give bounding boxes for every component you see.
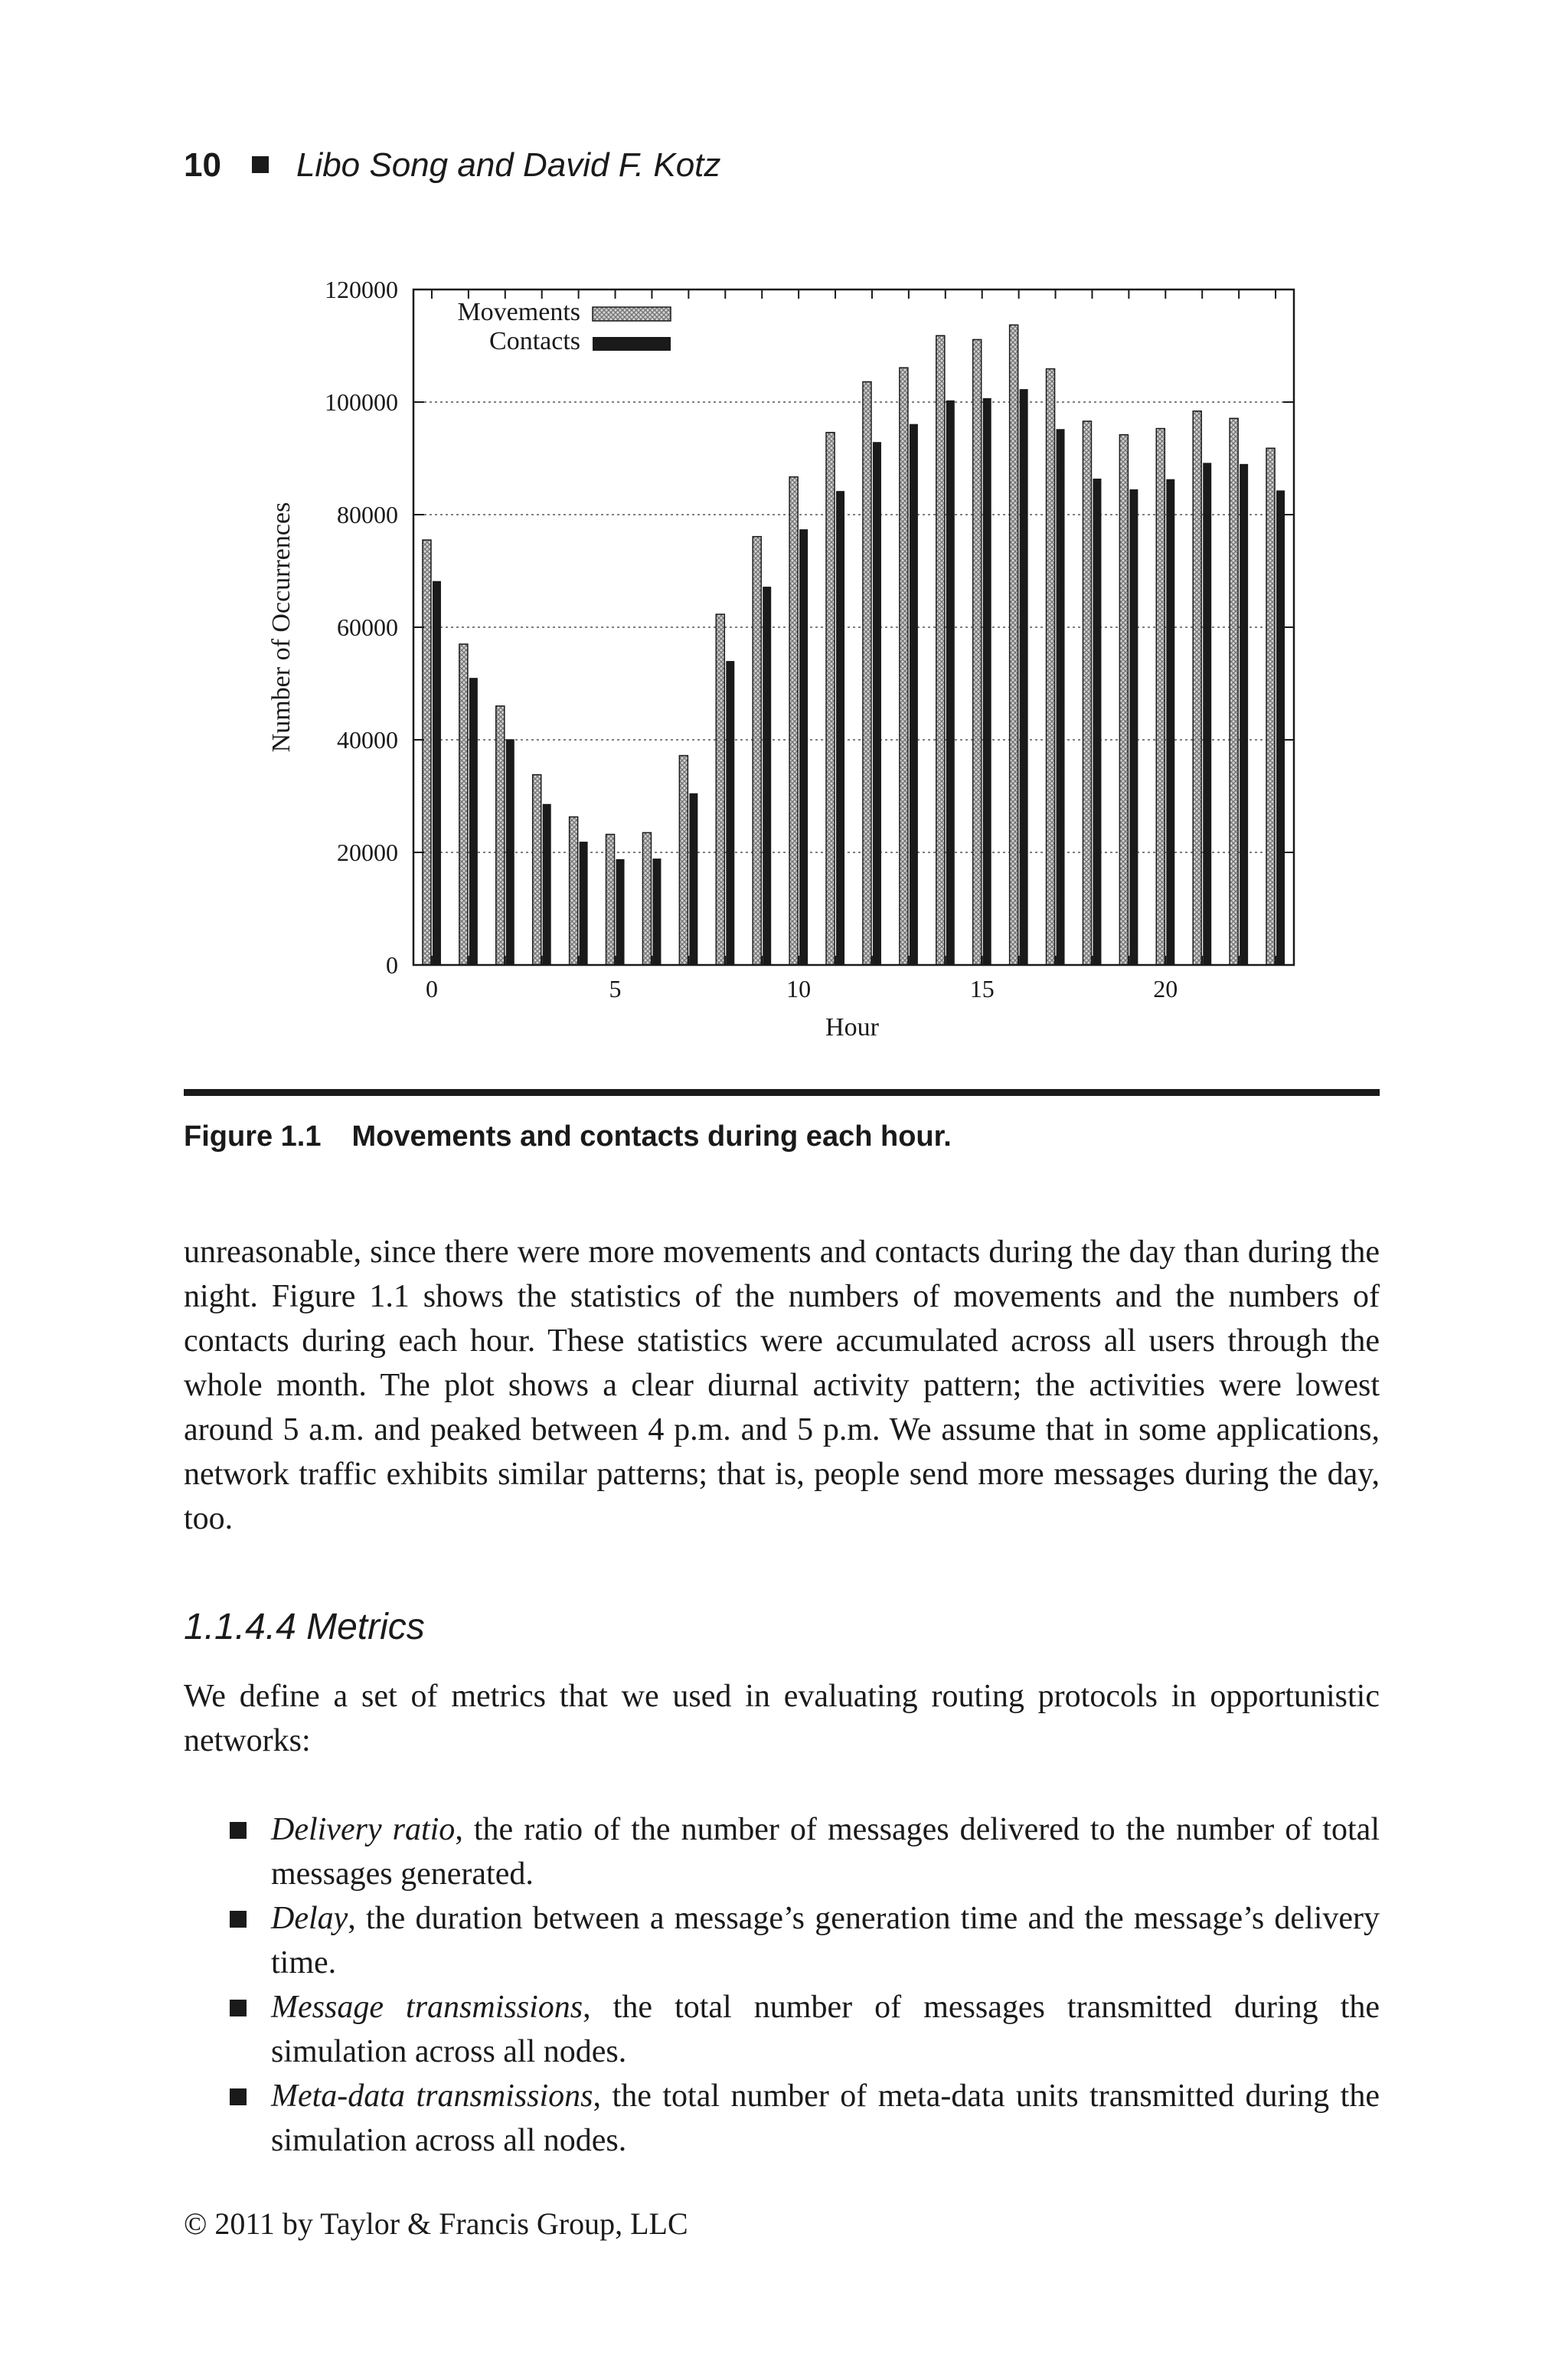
list-item bbox=[184, 1807, 1380, 1896]
metric-term: Meta-data transmissions bbox=[271, 2079, 593, 2114]
bar-contacts bbox=[1020, 389, 1028, 965]
bar-movements bbox=[789, 477, 798, 965]
bar-contacts bbox=[580, 842, 588, 965]
page-number: 10 bbox=[184, 146, 221, 184]
bar-contacts bbox=[983, 398, 991, 965]
bar-contacts bbox=[1093, 479, 1101, 965]
metric-description: , the total number of meta-data units transmitted during the simulation across all nodes. bbox=[271, 2079, 1380, 2158]
list-item bbox=[184, 1985, 1380, 2074]
bar-contacts bbox=[652, 859, 661, 965]
bullet-square-icon bbox=[230, 1911, 247, 1928]
bar-movements bbox=[1010, 325, 1018, 965]
metric-description: , the duration between a message’s generation time and the message’s delivery time. bbox=[271, 1901, 1380, 1980]
x-tick-label: 5 bbox=[609, 975, 622, 1002]
x-axis-label: Hour bbox=[825, 1013, 879, 1042]
x-tick-label: 0 bbox=[425, 975, 438, 1002]
bullet-square-icon bbox=[230, 1822, 247, 1839]
bar-contacts bbox=[1166, 479, 1174, 965]
x-tick-label: 15 bbox=[969, 975, 995, 1002]
bar-contacts bbox=[873, 442, 881, 965]
figure-rule bbox=[184, 1089, 1380, 1096]
legend bbox=[457, 298, 671, 355]
y-tick-label: 80000 bbox=[337, 501, 398, 528]
bar-movements bbox=[1119, 435, 1128, 965]
bar-contacts bbox=[726, 661, 734, 965]
y-tick-label: 120000 bbox=[325, 276, 398, 303]
bullet-square-icon bbox=[230, 2088, 247, 2105]
bar-contacts bbox=[836, 491, 844, 965]
list-item bbox=[184, 2074, 1380, 2163]
y-tick-label: 60000 bbox=[337, 613, 398, 641]
bar-movements bbox=[533, 775, 541, 965]
bar-movements bbox=[1083, 421, 1091, 965]
y-tick-label: 0 bbox=[386, 951, 398, 979]
bar-movements bbox=[716, 614, 724, 965]
bar-contacts bbox=[469, 678, 478, 965]
bar-movements bbox=[423, 540, 431, 965]
bar-contacts bbox=[433, 581, 441, 965]
bar-movements bbox=[863, 382, 871, 965]
bar-contacts bbox=[946, 401, 955, 965]
bar-contacts bbox=[616, 859, 625, 965]
bar-movements bbox=[900, 368, 908, 965]
list-item bbox=[184, 1896, 1380, 1985]
bar-contacts bbox=[1129, 489, 1138, 965]
y-tick-label: 20000 bbox=[337, 839, 398, 866]
bar-movements bbox=[459, 644, 468, 965]
bar-contacts bbox=[689, 793, 697, 965]
bar-movements bbox=[1230, 418, 1238, 965]
bar-movements bbox=[936, 335, 945, 965]
bar-movements bbox=[1193, 411, 1201, 965]
figure-caption-text: Movements and contacts during each hour. bbox=[351, 1120, 952, 1153]
bar-contacts bbox=[799, 529, 808, 965]
bar-movements bbox=[1047, 369, 1055, 965]
bar-movements bbox=[753, 537, 761, 965]
figure-caption bbox=[184, 1115, 952, 1158]
copyright-notice: © 2011 by Taylor & Francis Group, LLC bbox=[184, 2206, 688, 2241]
metric-term: Delivery ratio bbox=[271, 1812, 456, 1847]
section-heading-metrics: 1.1.4.4 Metrics bbox=[184, 1607, 425, 1647]
bar-contacts bbox=[1203, 463, 1211, 965]
metrics-list bbox=[184, 1807, 1380, 2163]
bullet-square-icon bbox=[230, 2000, 247, 2016]
y-tick-label: 100000 bbox=[325, 388, 398, 416]
bar-movements bbox=[1266, 448, 1275, 965]
bar-contacts bbox=[506, 739, 514, 965]
legend-swatch-contacts bbox=[593, 337, 671, 351]
bar-movements bbox=[826, 433, 835, 965]
bar-movements bbox=[1156, 429, 1165, 965]
bar-movements bbox=[973, 339, 982, 965]
x-tick-label: 10 bbox=[786, 975, 812, 1002]
legend-label-movements: Movements bbox=[457, 298, 580, 326]
bar-movements bbox=[642, 832, 651, 965]
metric-term: Delay bbox=[271, 1901, 348, 1936]
bar-contacts bbox=[763, 587, 771, 965]
x-tick-label: 20 bbox=[1153, 975, 1178, 1002]
figure-label: Figure 1.1 bbox=[184, 1120, 322, 1153]
legend-swatch-movements bbox=[593, 307, 671, 321]
bar-contacts bbox=[1240, 464, 1248, 965]
bar-contacts bbox=[1276, 490, 1285, 965]
bar-movements bbox=[679, 756, 688, 965]
metric-description: , the ratio of the number of messages delivered to the number of total messages generated. bbox=[271, 1812, 1380, 1892]
metric-description: , the total number of messages transmitted during the simulation across all nodes. bbox=[271, 1990, 1380, 2069]
bar-movements bbox=[606, 834, 615, 965]
y-axis-label: Number of Occurrences bbox=[267, 502, 296, 753]
bar-contacts bbox=[1057, 429, 1065, 965]
paragraph-diurnal: unreasonable, since there were more movements and contacts during the day than during the night. Figure 1.1 shows the statistics of the numbers of movements and the numbers of contacts during each hour. These statistics were accumulated across all users through the whole month. The plot shows a clear diurnal activity pattern; the activities were lowest around 5 a.m. and peaked between 4 p.m. and 5 p.m. We assume that in some applications, network traffic exhibits similar patterns; that is, people send more messages during the day, too. bbox=[184, 1235, 1380, 1536]
running-head-authors: Libo Song and David F. Kotz bbox=[296, 146, 721, 184]
y-tick-label: 40000 bbox=[337, 726, 398, 754]
bar-movements bbox=[570, 817, 578, 965]
bar-movements bbox=[496, 706, 505, 965]
bar-contacts bbox=[910, 424, 918, 965]
paragraph-metrics-intro: We define a set of metrics that we used in evaluating routing protocols in opportunistic networks: bbox=[184, 1679, 1380, 1758]
bar-contacts bbox=[543, 804, 551, 965]
legend-label-contacts: Contacts bbox=[489, 327, 580, 355]
hourly-bar-chart bbox=[0, 0, 1568, 1072]
metric-term: Message transmissions bbox=[271, 1990, 583, 2025]
